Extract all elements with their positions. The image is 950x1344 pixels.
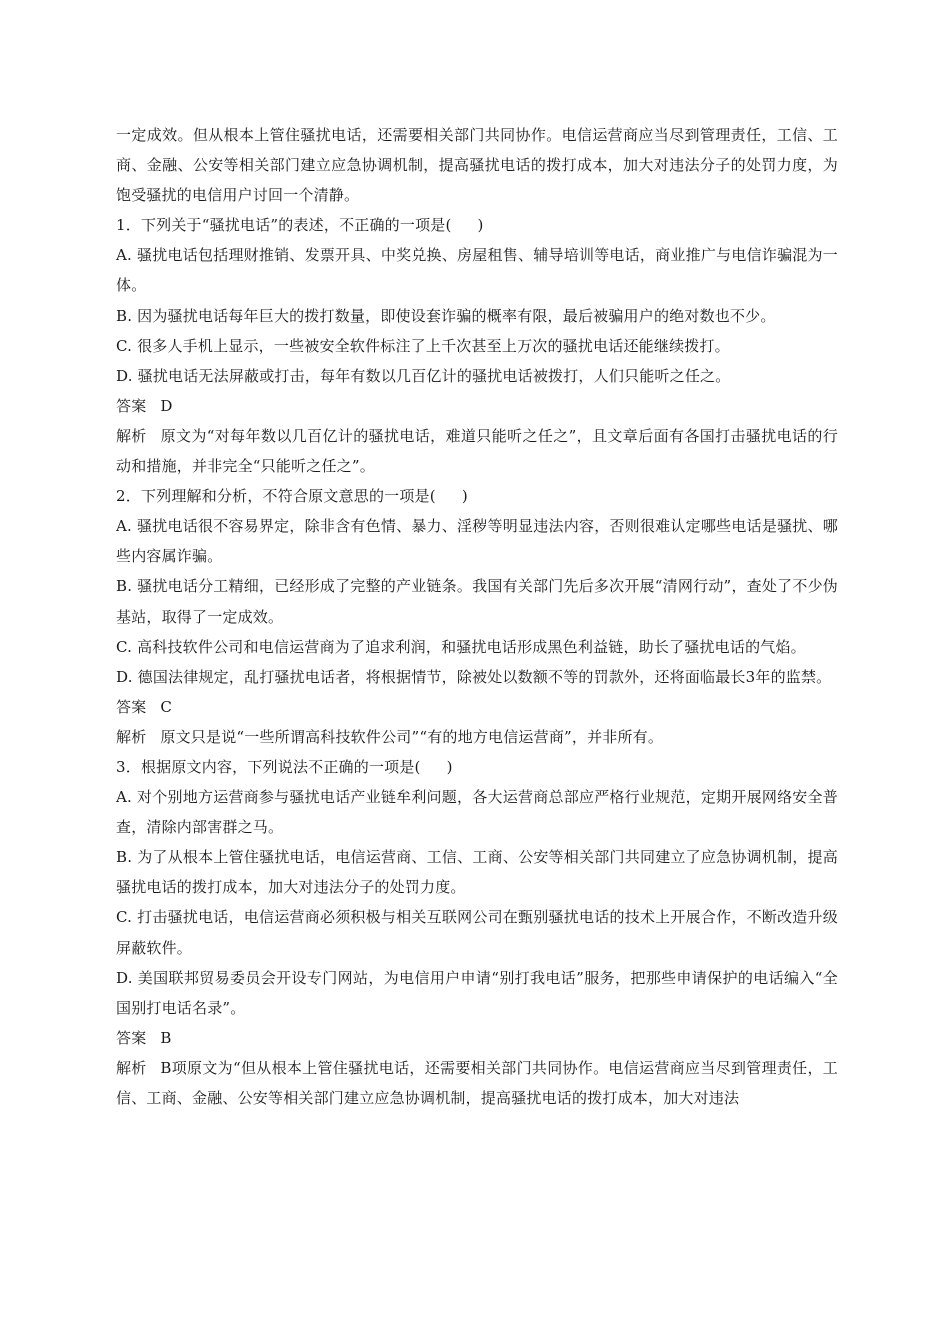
intro-paragraph: 一定成效。但从根本上管住骚扰电话，还需要相关部门共同协作。电信运营商应当尽到管理责任，工信、工商、金融、公安等相关部门建立应急协调机制，提高骚扰电话的拨打成本，加大对违法分子的处罚力度，为饱受骚扰的电信用户讨回一个清静。 [116, 126, 838, 205]
question-2-stem-close: ) [461, 487, 468, 506]
answer-value: D [160, 396, 173, 415]
question-2-option-d: D. 德国法律规定，乱打骚扰电话者，将根据情节，除被处以数额不等的罚款外，还将面临最长3年的监禁。 [116, 667, 832, 686]
question-2-answer [116, 692, 838, 722]
analysis-text: 原文只是说“一些所谓高科技软件公司”“有的地方电信运营商”，并非所有。 [160, 727, 664, 746]
question-2-stem-text: 2．下列理解和分析，不符合原文意思的一项是( [116, 487, 436, 506]
question-3-stem-close: ) [446, 757, 453, 776]
question-3-option-c: C. 打击骚扰电话，电信运营商必须积极与相关互联网公司在甄别骚扰电话的技术上开展合作，不断改造升级屏蔽软件。 [116, 908, 838, 957]
answer-label: 答案 [116, 697, 147, 716]
analysis-text: 原文为“对每年数以几百亿计的骚扰电话，难道只能听之任之”，且文章后面有各国打击骚扰电话的行动和措施，并非完全“只能听之任之”。 [116, 426, 838, 476]
question-2-option-c: C. 高科技软件公司和电信运营商为了追求利润，和骚扰电话形成黑色利益链，助长了骚扰电话的气焰。 [116, 637, 806, 656]
question-3-option-d: D. 美国联邦贸易委员会开设专门网站，为电信用户申请“别打我电话”服务，把那些申请保护的电话编入“全国别打电话名录”。 [116, 968, 838, 1017]
question-2-analysis [116, 722, 838, 752]
analysis-label: 解析 [116, 727, 147, 746]
question-3-stem [116, 752, 838, 782]
question-3-stem-text: 3．根据原文内容，下列说法不正确的一项是( [116, 757, 421, 776]
question-1-option-a: A. 骚扰电话包括理财推销、发票开具、中奖兑换、房屋租售、辅导培训等电话，商业推广与电信诈骗混为一体。 [116, 246, 838, 295]
document-page [116, 120, 838, 1113]
question-1-analysis [116, 421, 838, 481]
analysis-text: B项原文为“但从根本上管住骚扰电话，还需要相关部门共同协作。电信运营商应当尽到管理责任，工信、工商、金融、公安等相关部门建立应急协调机制，提高骚扰电话的拨打成本，加大对违法 [116, 1058, 838, 1107]
question-1-stem-close: ) [477, 216, 484, 235]
question-3-answer [116, 1023, 838, 1053]
question-1-stem [116, 210, 838, 240]
answer-value: C [160, 697, 173, 716]
question-1-option-c: C. 很多人手机上显示，一些被安全软件标注了上千次甚至上万次的骚扰电话还能继续拨打。 [116, 336, 730, 355]
analysis-label: 解析 [116, 426, 147, 445]
answer-label: 答案 [116, 1028, 147, 1047]
question-3-option-b: B. 为了从根本上管住骚扰电话，电信运营商、工信、工商、公安等相关部门共同建立了应急协调机制，提高骚扰电话的拨打成本，加大对违法分子的处罚力度。 [116, 848, 838, 897]
question-1-option-d: D. 骚扰电话无法屏蔽或打击，每年有数以几百亿计的骚扰电话被拨打，人们只能听之任之。 [116, 366, 731, 385]
answer-label: 答案 [116, 396, 147, 415]
answer-value: B [160, 1028, 172, 1047]
question-2-option-b: B. 骚扰电话分工精细，已经形成了完整的产业链条。我国有关部门先后多次开展“清网行动”，查处了不少伪基站，取得了一定成效。 [116, 577, 838, 626]
question-2-stem [116, 481, 838, 511]
question-3-option-a: A. 对个别地方运营商参与骚扰电话产业链牟利问题，各大运营商总部应严格行业规范，定期开展网络安全普查，清除内部害群之马。 [116, 788, 838, 837]
question-1-answer [116, 391, 838, 421]
question-1-stem-text: 1．下列关于“骚扰电话”的表述，不正确的一项是( [116, 216, 452, 235]
analysis-label: 解析 [116, 1058, 147, 1077]
question-1-option-b: B. 因为骚扰电话每年巨大的拨打数量，即使设套诈骗的概率有限，最后被骗用户的绝对数也不少。 [116, 306, 776, 325]
question-3-analysis [116, 1053, 838, 1113]
question-2-option-a: A. 骚扰电话很不容易界定，除非含有色情、暴力、淫秽等明显违法内容，否则很难认定哪些电话是骚扰、哪些内容属诈骗。 [116, 517, 838, 566]
